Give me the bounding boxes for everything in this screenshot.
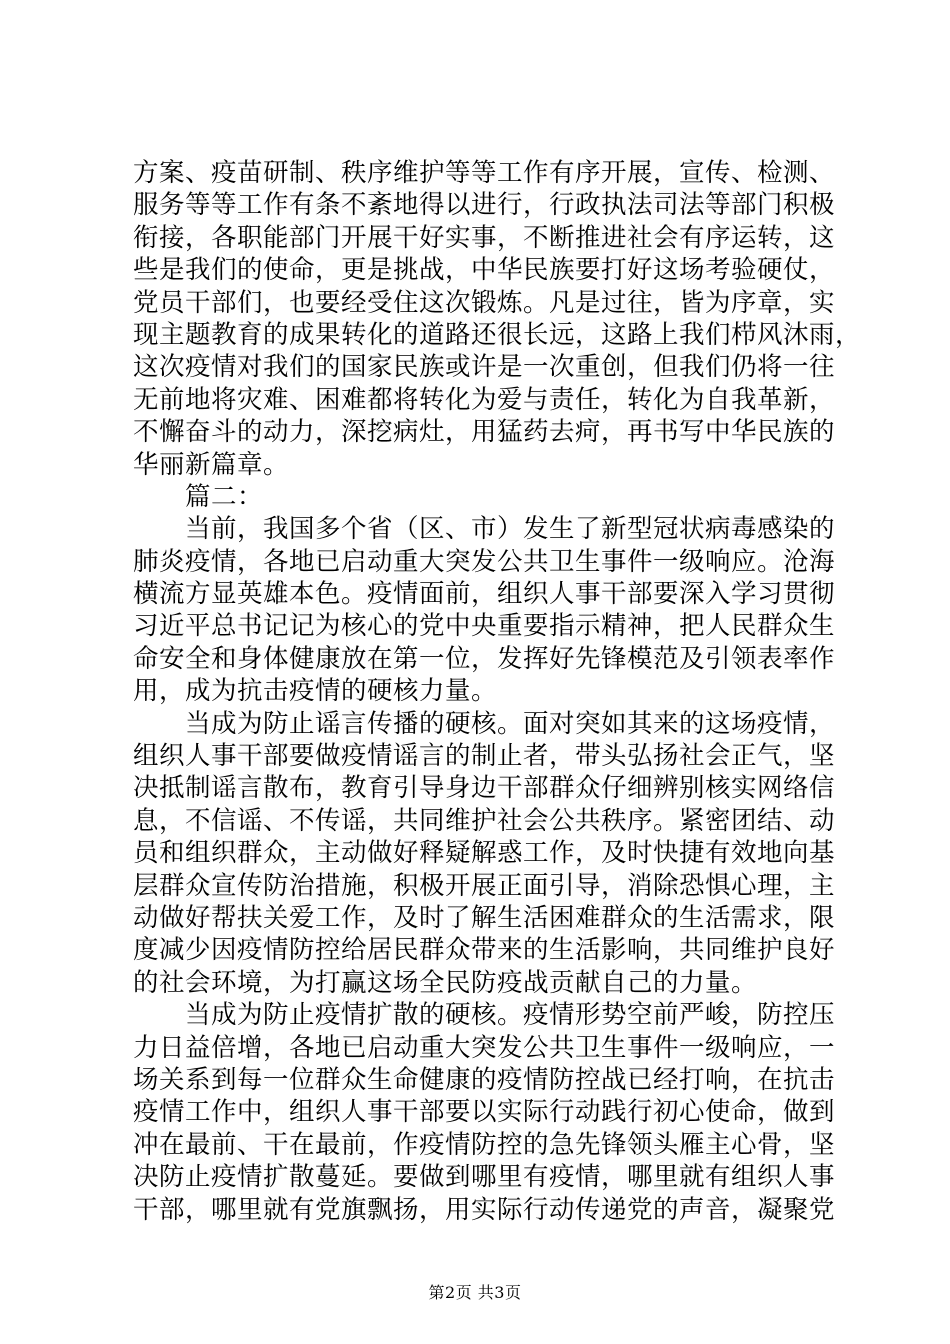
text-line: 服务等等工作有条不紊地得以进行，行政执法司法等部门积极 — [133, 190, 836, 221]
text-line: 决抵制谣言散布，教育引导身边干部群众仔细辨别核实网络信 — [133, 773, 836, 804]
text-line: 当成为防止疫情扩散的硬核。疫情形势空前严峻，防控压 — [133, 1000, 836, 1031]
text-line: 横流方显英雄本色。疫情面前，组织人事干部要深入学习贯彻 — [133, 579, 836, 610]
text-line: 员和组织群众，主动做好释疑解惑工作，及时快捷有效地向基 — [133, 838, 836, 869]
text-line: 当前，我国多个省（区、市）发生了新型冠状病毒感染的 — [133, 514, 836, 545]
text-line: 决防止疫情扩散蔓延。要做到哪里有疫情，哪里就有组织人事 — [133, 1162, 836, 1193]
text-line: 干部，哪里就有党旗飘扬，用实际行动传递党的声音，凝聚党 — [133, 1194, 836, 1225]
text-line: 的社会环境，为打赢这场全民防疫战贡献自己的力量。 — [133, 967, 758, 998]
text-line: 疫情工作中，组织人事干部要以实际行动践行初心使命，做到 — [133, 1097, 836, 1128]
text-line: 不懈奋斗的动力，深挖病灶，用猛药去疴，再书写中华民族的 — [133, 417, 836, 448]
text-line: 层群众宣传防治措施，积极开展正面引导，消除恐惧心理，主 — [133, 870, 836, 901]
text-line: 些是我们的使命，更是挑战，中华民族要打好这场考验硬仗， — [133, 255, 836, 286]
text-line: 度减少因疫情防控给居民群众带来的生活影响，共同维护良好 — [133, 935, 836, 966]
text-line: 肺炎疫情，各地已启动重大突发公共卫生事件一级响应。沧海 — [133, 546, 836, 577]
text-line: 华丽新篇章。 — [133, 449, 290, 480]
text-line: 命安全和身体健康放在第一位，发挥好先锋模范及引领表率作 — [133, 643, 836, 674]
text-line: 现主题教育的成果转化的道路还很长远，这路上我们栉风沐雨， — [133, 319, 862, 350]
text-line: 当成为防止谣言传播的硬核。面对突如其来的这场疫情， — [133, 708, 836, 739]
document-body — [133, 157, 862, 1226]
text-line: 这次疫情对我们的国家民族或许是一次重创，但我们仍将一往 — [133, 352, 836, 383]
text-line: 冲在最前、干在最前，作疫情防控的急先锋领头雁主心骨，坚 — [133, 1129, 836, 1160]
text-line: 方案、疫苗研制、秩序维护等等工作有序开展，宣传、检测、 — [133, 158, 836, 188]
text-line: 无前地将灾难、困难都将转化为爱与责任，转化为自我革新， — [133, 384, 836, 415]
text-line: 息，不信谣、不传谣，共同维护社会公共秩序。紧密团结、动 — [133, 805, 836, 836]
text-line: 习近平总书记记为核心的党中央重要指示精神，把人民群众生 — [133, 611, 836, 642]
text-line: 衔接，各职能部门开展干好实事，不断推进社会有序运转，这 — [133, 222, 836, 253]
text-line: 党员干部们，也要经受住这次锻炼。凡是过往，皆为序章，实 — [133, 287, 836, 318]
text-line: 组织人事干部要做疫情谣言的制止者，带头弘扬社会正气，坚 — [133, 741, 836, 772]
page-footer: 第2页 共3页 — [428, 1283, 522, 1302]
text-line: 场关系到每一位群众生命健康的疫情防控战已经打响，在抗击 — [133, 1064, 836, 1095]
text-line: 动做好帮扶关爱工作，及时了解生活困难群众的生活需求，限 — [133, 902, 836, 933]
text-line: 用，成为抗击疫情的硬核力量。 — [133, 676, 498, 707]
text-line: 力日益倍增，各地已启动重大突发公共卫生事件一级响应，一 — [133, 1032, 836, 1063]
text-line: 篇二： — [133, 481, 264, 512]
